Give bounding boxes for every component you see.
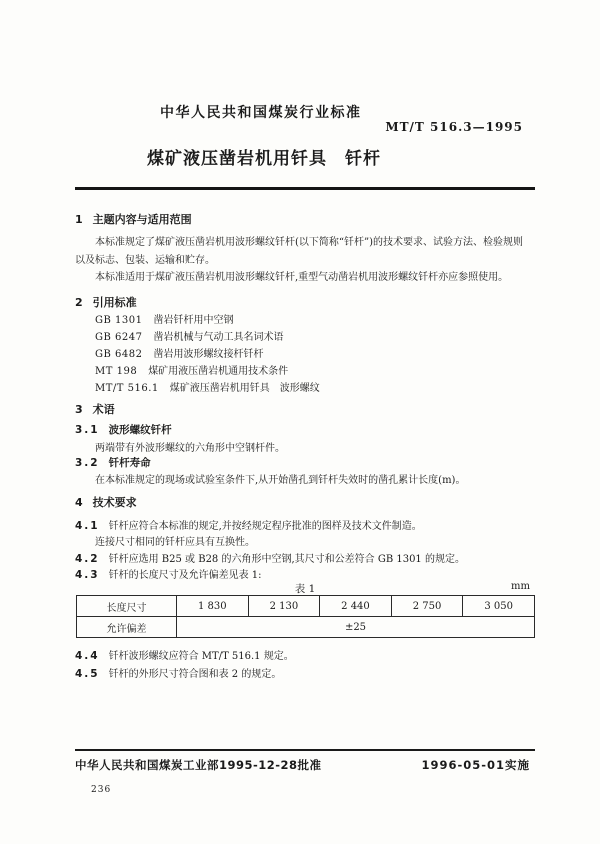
table-1-unit: mm [511,581,530,592]
header-rule [75,187,535,190]
term-3-1-definition: 两端带有外波形螺纹的六角形中空钢杆件。 [95,443,285,454]
section-2-heading [75,294,137,310]
section-1-heading [75,211,192,227]
clause-4-4 [75,647,294,662]
section-number: 3 [75,403,83,416]
clause-text: 钎杆应符合本标准的规定,并按经规定程序批准的图样及技术文件制造。 [108,521,422,532]
reference-title: 煤矿用液压凿岩机通用技术条件 [148,366,289,377]
reference-title: 凿岩钎杆用中空钢 [153,315,234,326]
term-name: 波形螺纹钎杆 [108,424,172,436]
table-1 [76,595,535,638]
term-3-2-definition: 在本标准规定的现场或试验室条件下,从开始凿孔到钎杆失效时的凿孔累计长度(m)。 [95,475,466,486]
clause-4-3 [75,566,262,581]
clause-text: 连接尺寸相同的钎杆应具有互换性。 [95,537,255,548]
reference-code: GB 1301 [95,315,143,326]
table-row-label: 允许偏差 [77,617,177,638]
reference-item [95,363,320,380]
table-row [77,596,535,617]
reference-code: GB 6482 [95,349,143,360]
section-title: 引用标准 [92,296,137,309]
section-3-heading [75,401,115,417]
term-3-1-heading [75,422,172,437]
clause-number: 4.4 [75,650,100,662]
section-title: 技术要求 [92,496,137,509]
term-name: 钎杆寿命 [108,457,151,469]
footer-approval: 中华人民共和国煤炭工业部1995-12-28批准 [75,758,322,772]
table-1-caption: 表 1 [294,583,316,595]
section-number: 2 [75,296,83,309]
table-row-label: 长度尺寸 [77,596,177,617]
table-cell: 3 050 [463,596,535,617]
clause-text: 钎杆波形螺纹应符合 MT/T 516.1 规定。 [108,651,294,662]
standard-number: MT/T 516.3—1995 [385,120,523,134]
reference-title: 凿岩用波形螺纹接杆钎杆 [153,349,264,360]
clause-4-2 [75,550,465,565]
clause-4-5 [75,665,281,680]
clause-number: 3.2 [75,457,100,469]
footer-implementation: 1996-05-01实施 [421,758,530,772]
standard-type-heading: 中华人民共和国煤炭行业标准 [160,105,362,121]
clause-4-1 [75,517,422,532]
clause-number: 4.5 [75,668,100,680]
table-row [77,617,535,638]
document-title: 煤矿液压凿岩机用钎具 钎杆 [147,149,381,169]
footer-rule [75,749,535,751]
clause-number: 4.1 [75,520,100,532]
reference-list [95,312,320,397]
clause-text: 钎杆应选用 B25 或 B28 的六角形中空钢,其尺寸和公差符合 GB 1301 的规定。 [108,554,465,565]
reference-item [95,346,320,363]
table-cell: 1 830 [177,596,249,617]
table-cell: 2 440 [320,596,392,617]
term-3-2-heading [75,455,151,470]
section-1-paragraph-line: 本标准规定了煤矿液压凿岩机用波形螺纹钎杆(以下简称“钎杆”)的技术要求、试验方法、检验规则 [95,237,524,248]
reference-code: MT 198 [95,366,138,377]
clause-number: 4.2 [75,553,100,565]
table-cell: 2 130 [248,596,320,617]
section-title: 术语 [92,403,115,416]
section-number: 1 [75,213,83,226]
table-cell: ±25 [177,617,535,638]
reference-title: 煤矿液压凿岩机用钎具 波形螺纹 [169,383,320,394]
page-number: 236 [91,785,112,795]
clause-4-1-continued [75,533,255,548]
reference-item [95,329,320,346]
reference-item [95,312,320,329]
reference-item [95,380,320,397]
clause-number: 3.1 [75,424,100,436]
section-number: 4 [75,496,83,509]
table-cell: 2 750 [391,596,463,617]
reference-code: MT/T 516.1 [95,383,159,394]
section-title: 主题内容与适用范围 [92,213,192,226]
section-1-paragraph-line: 本标准适用于煤矿液压凿岩机用波形螺纹钎杆,重型气动凿岩机用波形螺纹钎杆亦应参照使用。 [95,272,509,283]
reference-code: GB 6247 [95,332,143,343]
clause-text: 钎杆的外形尺寸符合图和表 2 的规定。 [108,669,282,680]
clause-text: 钎杆的长度尺寸及允许偏差见表 1: [108,570,262,581]
clause-number: 4.3 [75,569,100,581]
section-4-heading [75,494,137,510]
section-1-paragraph-line: 以及标志、包装、运输和贮存。 [75,255,215,266]
reference-title: 凿岩机械与气动工具名词术语 [153,332,284,343]
